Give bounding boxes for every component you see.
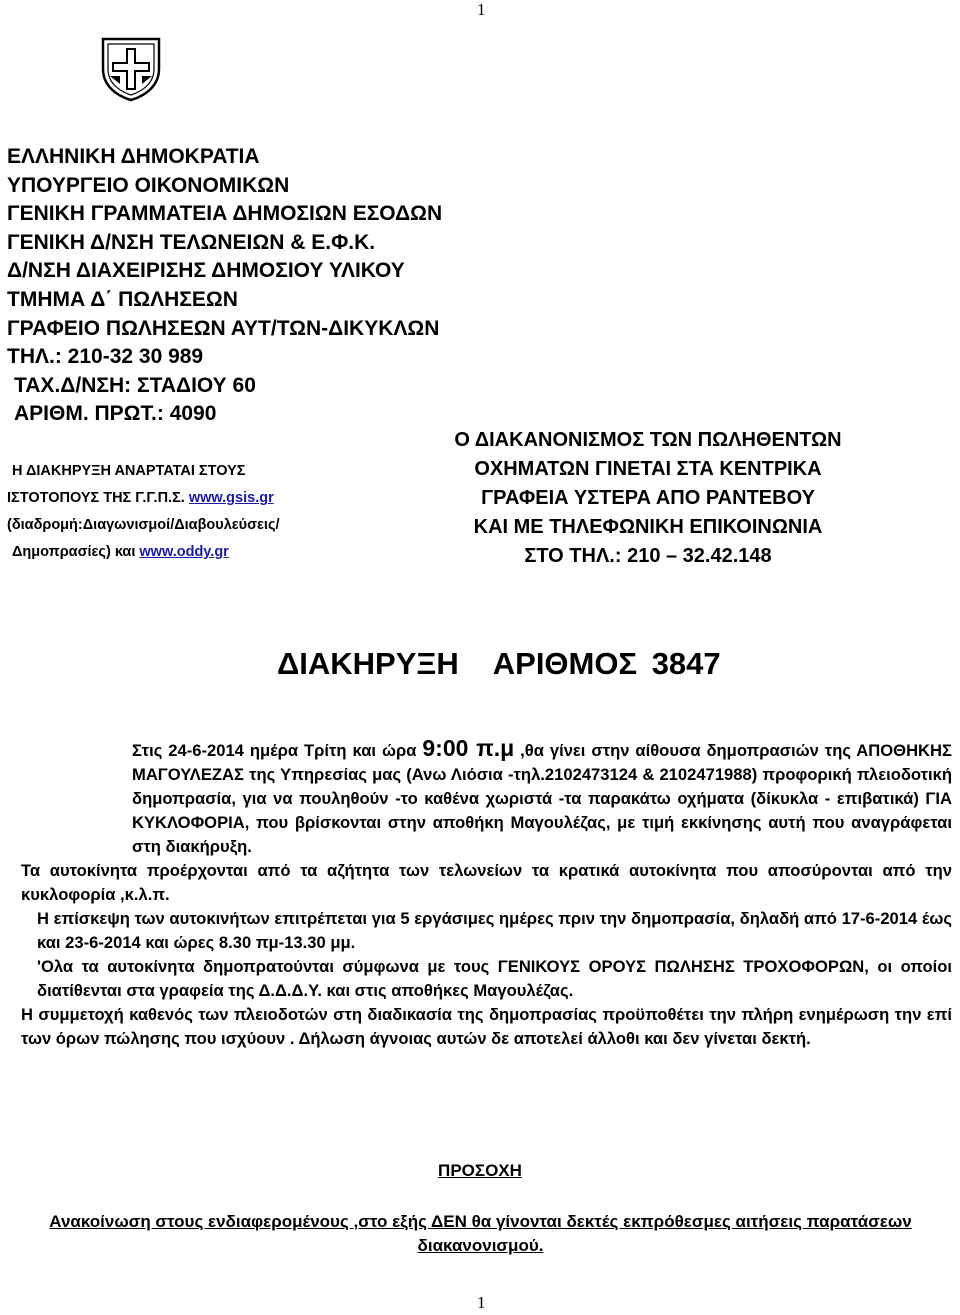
attention-heading: ΠΡΟΣΟΧΗ xyxy=(438,1161,522,1180)
settlement-line: ΣΤΟ ΤΗΛ.: 210 – 32.42.148 xyxy=(524,545,772,567)
settlement-line: Ο ΔΙΑΚΑΝΟΝΙΣΜΟΣ ΤΩΝ ΠΩΛΗΘΕΝΤΩΝ xyxy=(454,429,842,451)
settlement-line: ΟΧΗΜΑΤΩΝ ΓΙΝΕΤΑΙ ΣΤΑ ΚΕΝΤΡΙΚΑ xyxy=(474,458,822,480)
body-paragraph: 'Ολα τα αυτοκίνητα δημοπρατούνται σύμφωνα με τους ΓΕΝΙΚΟΥΣ ΟΡΟΥΣ ΠΩΛΗΣΗΣ ΤΡΟΧΟΦΟΡΩΝ, οι οποίοι διατίθενται στα γραφεία της Δ.Δ.Δ.Υ. και στις αποθήκες Μαγουλέζας. xyxy=(37,957,952,1000)
oddy-link[interactable]: www.oddy.gr xyxy=(139,544,229,560)
title-word: ΔΙΑΚΗΡΥΞΗ xyxy=(277,646,459,681)
header-line: Δ/ΝΣΗ ΔΙΑΧΕΙΡΙΣΗΣ ΔΗΜΟΣΙΟΥ ΥΛΙΚΟΥ xyxy=(7,259,405,283)
settlement-line: ΚΑΙ ΜΕ ΤΗΛΕΦΩΝΙΚΗ ΕΠΙΚΟΙΝΩΝΙΑ xyxy=(473,516,823,538)
body-paragraph: Τα αυτοκίνητα προέρχονται από τα αζήτητα των τελωνείων τα κρατικά αυτοκίνητα που αποσύρονται από την κυκλοφορία ,κ.λ.π. xyxy=(21,861,952,904)
page-number-top: 1 xyxy=(477,0,486,19)
document-body xyxy=(7,736,952,1051)
header-line: ΤΑΧ.Δ/ΝΣΗ: ΣΤΑΔΙΟΥ 60 xyxy=(14,373,256,397)
announcement-text: Ανακοίνωση στους ενδιαφερομένους ,στο εξής ΔΕΝ θα γίνονται δεκτές εκπρόθεσμες αιτήσεις παρατάσεων διακανονισμού. xyxy=(49,1212,912,1255)
settlement-notice xyxy=(400,426,896,571)
header-line: ΥΠΟΥΡΓΕΙΟ ΟΙΚΟΝΟΜΙΚΩΝ xyxy=(7,173,290,197)
notice-text: ΙΣΤΟΤΟΠΟΥΣ ΤΗΣ Γ.Γ.Π.Σ. xyxy=(7,490,189,506)
issuer-header xyxy=(7,143,442,429)
body-paragraph: Η συμμετοχή καθενός των πλειοδοτών στη διαδικασία της δημοπρασίας προϋποθέτει την πλήρη ενημέρωση την επί των όρων πώλησης που ισχύουν . Δήλωση άγνοιας αυτών δε αποτελεί άλλοθι και δεν γίνεται δεκτή. xyxy=(21,1005,952,1048)
greek-coat-of-arms-emblem xyxy=(100,36,162,102)
header-line: ΓΕΝΙΚΗ Δ/ΝΣΗ ΤΕΛΩΝΕΙΩΝ & Ε.Φ.Κ. xyxy=(7,230,376,254)
page-number-bottom: 1 xyxy=(477,1293,486,1312)
notice-line: Η ΔΙΑΚΗΡΥΞΗ ΑΝΑΡΤΑΤΑΙ ΣΤΟΥΣ xyxy=(12,463,246,479)
body-paragraph: Η επίσκεψη των αυτοκινήτων επιτρέπεται για 5 εργάσιμες ημέρες πριν την δημοπρασία, δηλαδή από 17-6-2014 έως και 23-6-2014 και ώρες 8.30 πμ-13.30 μμ. xyxy=(37,909,952,952)
title-number: ΑΡΙΘΜΟΣ 3847 xyxy=(492,646,721,681)
header-line: ΤΜΗΜΑ Δ΄ ΠΩΛΗΣΕΩΝ xyxy=(7,287,238,311)
notice-line xyxy=(7,485,280,512)
body-text: ,θα γίνει στην αίθουσα δημοπρασιών της ΑΠΟΘΗΚΗΣ ΜΑΓΟΥΛΕΖΑΣ της Υπηρεσίας μας (Ανω Λιόσια -τηλ.2102473124 & 2102471988) προφορική πλειοδοτική δημοπρασία, για να πουληθούν -το καθένα χωριστά -τα παρακάτω οχήματα (δίκυκλα - επιβατικά) ΓΙΑ ΚΥΚΛΟΦΟΡΙΑ, που βρίσκονται στην αποθήκη Μαγουλέζας, με τιμή εκκίνησης αυτή που αναγράφεται στη διακήρυξη. xyxy=(132,741,952,856)
document-title xyxy=(277,646,721,682)
notice-line xyxy=(7,539,280,566)
notice-line: (διαδρομή:Διαγωνισμοί/Διαβουλεύσεις/ xyxy=(7,517,280,533)
publication-notice xyxy=(7,458,280,566)
gsis-link[interactable]: www.gsis.gr xyxy=(188,490,274,506)
header-line: ΓΕΝΙΚΗ ΓΡΑΜΜΑΤΕΙΑ ΔΗΜΟΣΙΩΝ ΕΣΟΔΩΝ xyxy=(7,202,443,226)
header-line: ΑΡΙΘΜ. ΠΡΩΤ.: 4090 xyxy=(14,402,217,426)
header-line: ΤΗΛ.: 210-32 30 989 xyxy=(7,345,204,369)
notice-text: Δημοπρασίες) και xyxy=(12,544,140,560)
settlement-line: ΓΡΑΦΕΙΑ ΥΣΤΕΡΑ ΑΠΟ ΡΑΝΤΕΒΟΥ xyxy=(481,487,815,509)
header-line: ΓΡΑΦΕΙΟ ΠΩΛΗΣΕΩΝ ΑΥΤ/ΤΩΝ-ΔΙΚΥΚΛΩΝ xyxy=(7,316,440,340)
header-line: ΕΛΛΗΝΙΚΗ ΔΗΜΟΚΡΑΤΙΑ xyxy=(7,145,260,168)
body-paragraph xyxy=(7,736,952,859)
auction-time: 9:00 π.μ xyxy=(422,735,515,761)
body-text: Στις 24-6-2014 ημέρα Τρίτη και ώρα xyxy=(132,741,423,760)
